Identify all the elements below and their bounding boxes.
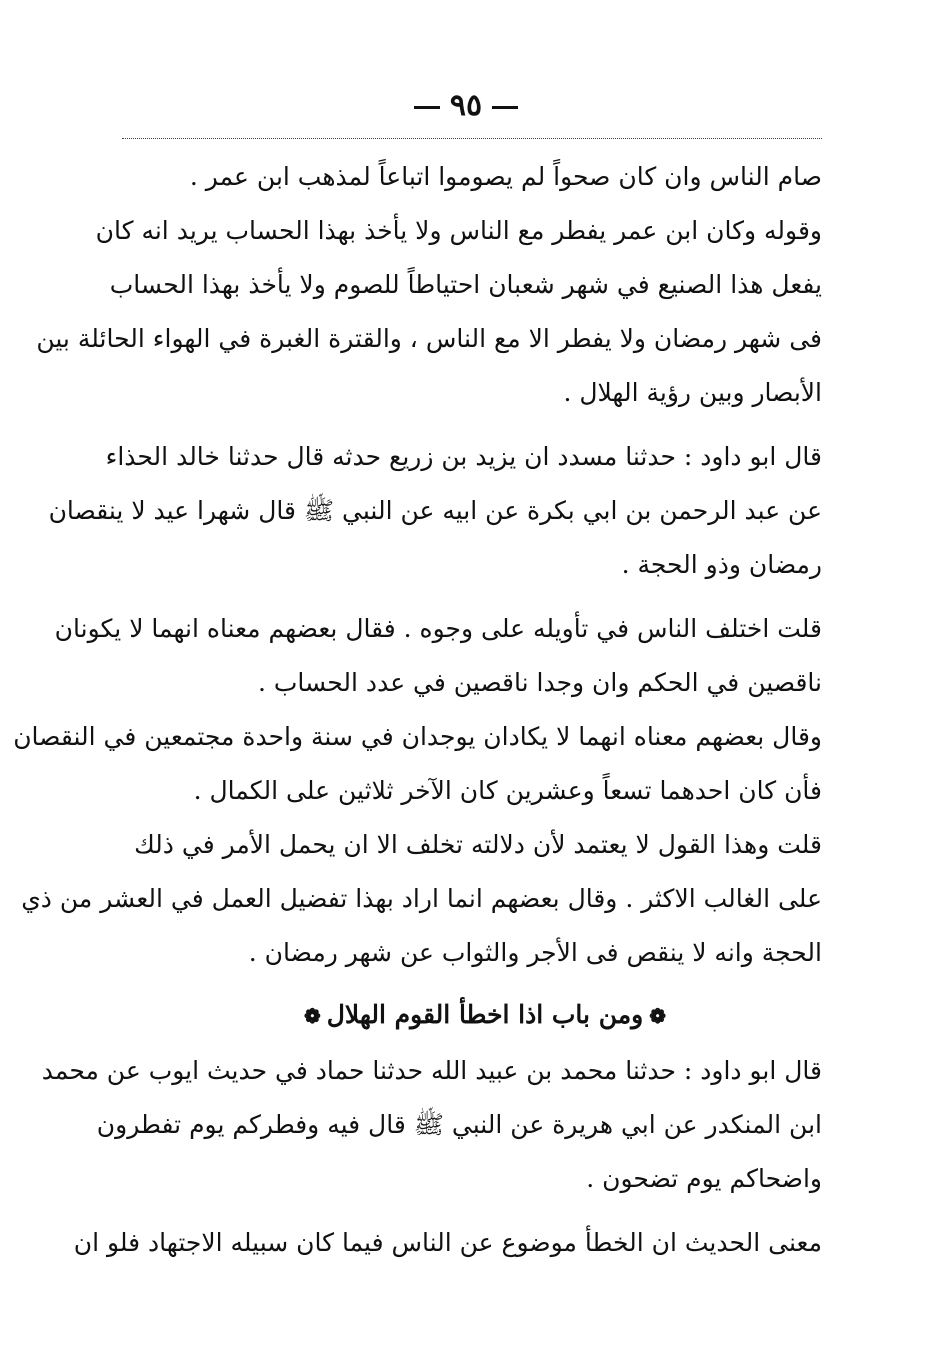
text-line: ناقصين في الحكم وان وجدا ناقصين في عدد الحساب . (257, 668, 822, 697)
text-line: على الغالب الاكثر . وقال بعضهم انما اراد بهذا تفضيل العمل في العشر من ذي (21, 884, 822, 913)
ornament-icon: ❁ (304, 1004, 321, 1028)
text-line: قلت اختلف الناس في تأويله على وجوه . فقال بعضهم معناه انهما لا يكونان (54, 614, 822, 643)
page-body (13, 150, 822, 1270)
dash-right (414, 106, 440, 109)
ornament-icon: ❁ (649, 1004, 666, 1028)
text-line: فى شهر رمضان ولا يفطر الا مع الناس ، والقترة الغبرة في الهواء الحائلة بين (36, 324, 822, 353)
text-line: واضحاكم يوم تضحون . (586, 1164, 822, 1193)
dash-left (492, 106, 518, 109)
text-line: ابن المنكدر عن ابي هريرة عن النبي ﷺ قال فيه وفطركم يوم تفطرون (96, 1110, 822, 1139)
section-heading-text: ومن باب اذا اخطأ القوم الهلال (326, 1000, 644, 1029)
page-number (0, 88, 932, 123)
text-line: قال ابو داود : حدثنا مسدد ان يزيد بن زريع حدثه قال حدثنا خالد الحذاء (105, 442, 822, 471)
text-line: صام الناس وان كان صحواً لم يصوموا اتباعاً لمذهب ابن عمر . (189, 162, 822, 191)
text-line: الحجة وانه لا ينقص فى الأجر والثواب عن شهر رمضان . (248, 938, 822, 967)
text-line: وقوله وكان ابن عمر يفطر مع الناس ولا يأخذ بهذا الحساب يريد انه كان (95, 216, 822, 245)
text-line: فأن كان احدهما تسعاً وعشرين كان الآخر ثلاثين على الكمال . (193, 776, 822, 805)
text-line: الأبصار وبين رؤية الهلال . (563, 378, 822, 407)
section-heading (148, 986, 822, 1044)
text-line: عن عبد الرحمن بن ابي بكرة عن ابيه عن النبي ﷺ قال شهرا عيد لا ينقصان (48, 496, 822, 525)
text-line: وقال بعضهم معناه انهما لا يكادان يوجدان في سنة واحدة مجتمعين في النقصان (13, 722, 822, 751)
text-line: رمضان وذو الحجة . (621, 550, 822, 579)
page-number-value: ٩٥ (449, 88, 483, 123)
text-line: قلت وهذا القول لا يعتمد لأن دلالته تخلف الا ان يحمل الأمر في ذلك (134, 830, 822, 859)
text-line: معنى الحديث ان الخطأ موضوع عن الناس فيما كان سبيله الاجتهاد فلو ان (73, 1228, 822, 1257)
text-line: يفعل هذا الصنيع في شهر شعبان احتياطاً للصوم ولا يأخذ بهذا الحساب (109, 270, 822, 299)
text-line: قال ابو داود : حدثنا محمد بن عبيد الله حدثنا حماد في حديث ايوب عن محمد (41, 1056, 822, 1085)
header-rule (122, 138, 822, 139)
